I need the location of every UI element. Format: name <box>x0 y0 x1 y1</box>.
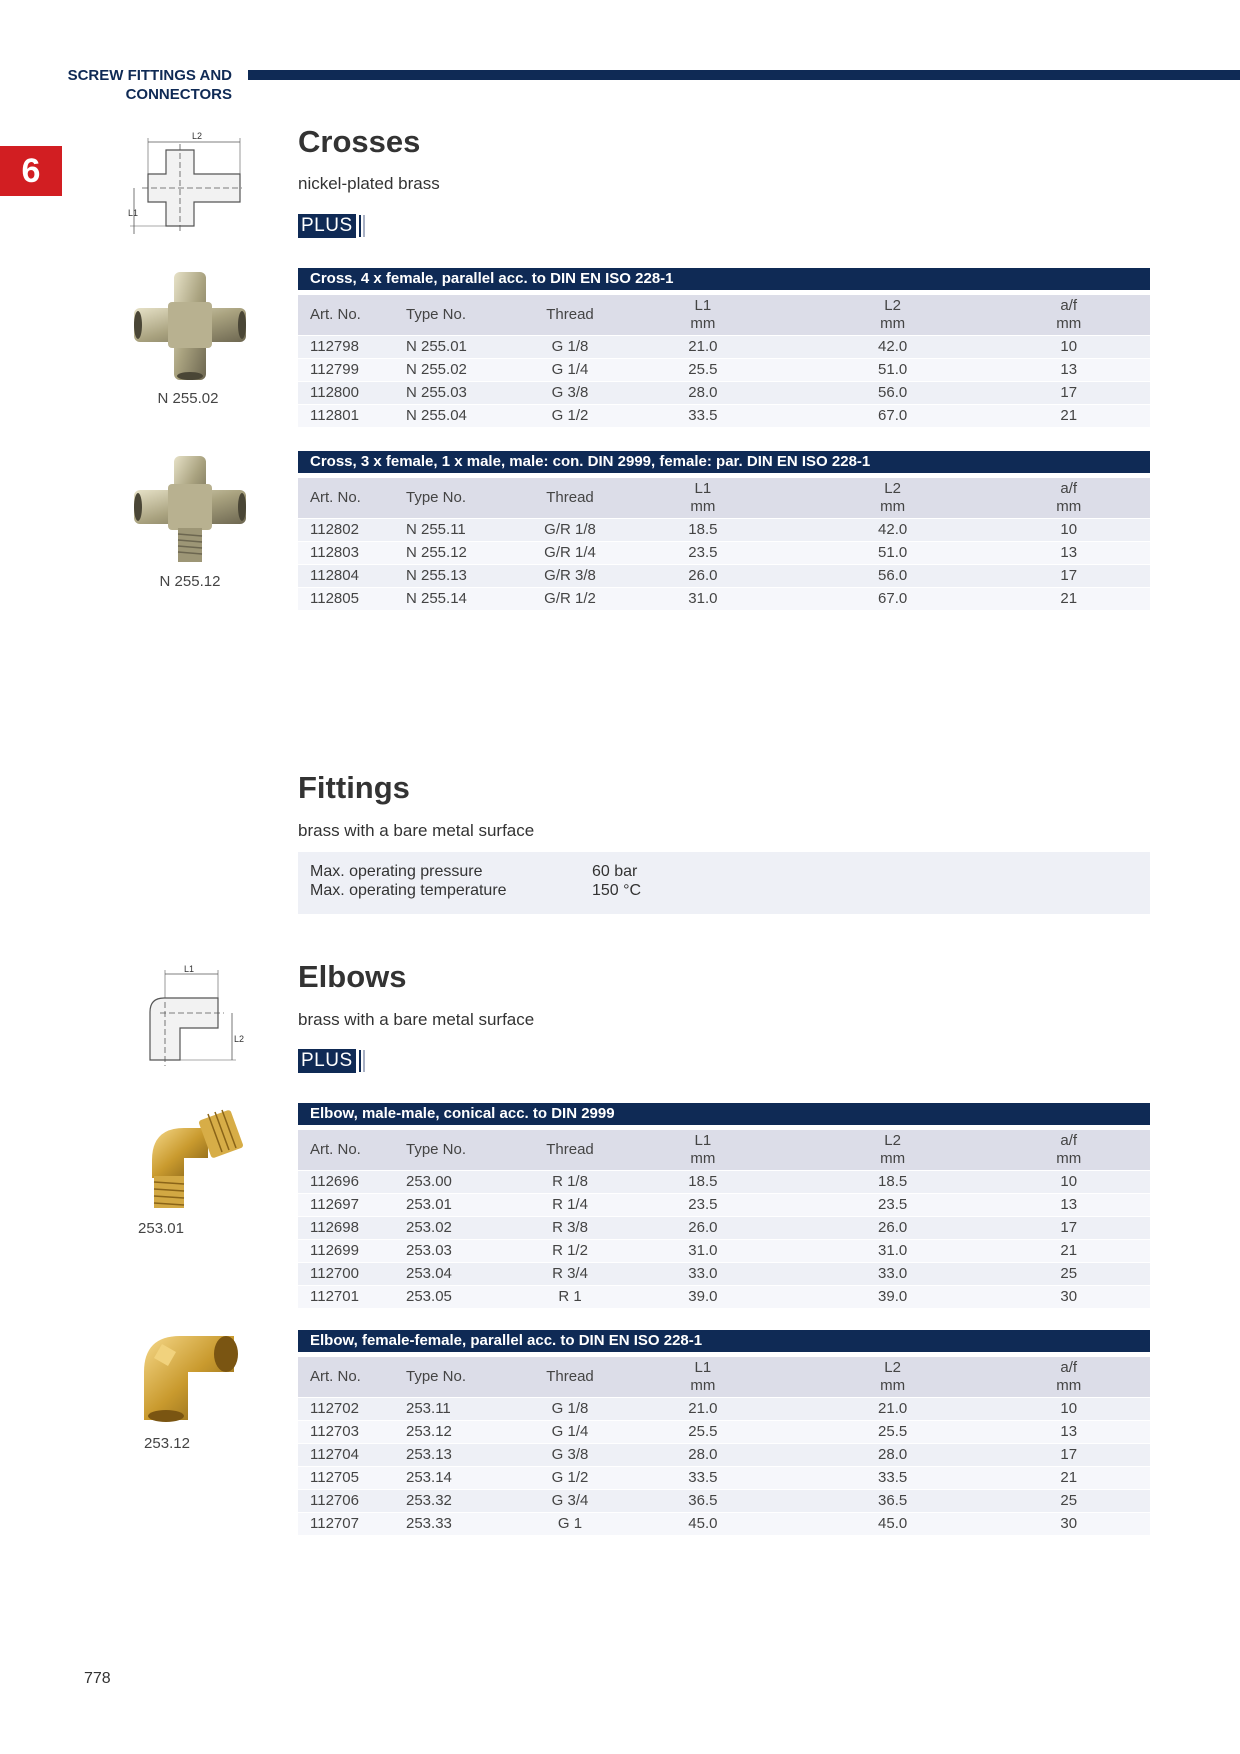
col-l2: L2 mm <box>798 1357 988 1398</box>
cell-thread: R 3/8 <box>532 1217 608 1240</box>
cell-l2: 51.0 <box>798 359 988 382</box>
cell-thread: G/R 1/4 <box>532 542 608 565</box>
table-row <box>298 1171 1150 1194</box>
cell-art-no: 112700 <box>298 1263 406 1286</box>
cell-af: 30 <box>988 1286 1150 1309</box>
cell-type-no: 253.12 <box>406 1421 532 1444</box>
cell-l2: 67.0 <box>798 405 988 428</box>
col-thread: Thread <box>532 1357 608 1398</box>
cell-af: 10 <box>988 336 1150 359</box>
table-row <box>298 1444 1150 1467</box>
info-pressure-label: Max. operating pressure <box>310 863 483 880</box>
cell-l2: 56.0 <box>798 565 988 588</box>
cell-l1: 28.0 <box>608 1444 798 1467</box>
category-line-2: CONNECTORS <box>125 86 232 103</box>
table-header-row <box>298 478 1150 519</box>
cell-art-no: 112697 <box>298 1194 406 1217</box>
cell-type-no: 253.03 <box>406 1240 532 1263</box>
cell-af: 17 <box>988 1217 1150 1240</box>
fittings-subtitle: brass with a bare metal surface <box>298 821 535 840</box>
table-grid <box>298 295 1150 427</box>
crosses-title: Crosses <box>298 124 421 159</box>
cell-type-no: 253.00 <box>406 1171 532 1194</box>
cell-art-no: 112706 <box>298 1490 406 1513</box>
table-header-row <box>298 1357 1150 1398</box>
elbows-plus-badge <box>298 1049 367 1073</box>
cell-l2: 42.0 <box>798 519 988 542</box>
elbows-title: Elbows <box>298 959 407 994</box>
cell-thread: R 1/8 <box>532 1171 608 1194</box>
photo-caption-4: 253.12 <box>144 1435 190 1452</box>
cell-l1: 33.5 <box>608 1467 798 1490</box>
cell-af: 13 <box>988 359 1150 382</box>
cell-art-no: 112707 <box>298 1513 406 1536</box>
cell-art-no: 112705 <box>298 1467 406 1490</box>
cell-type-no: 253.02 <box>406 1217 532 1240</box>
cell-l2: 18.5 <box>798 1171 988 1194</box>
table-row <box>298 1240 1150 1263</box>
table-row <box>298 405 1150 428</box>
table-header-row <box>298 1130 1150 1171</box>
cell-art-no: 112696 <box>298 1171 406 1194</box>
table-header-row <box>298 295 1150 336</box>
col-type-no: Type No. <box>406 1357 532 1398</box>
cell-type-no: 253.11 <box>406 1398 532 1421</box>
col-art-no: Art. No. <box>298 295 406 336</box>
cell-art-no: 112803 <box>298 542 406 565</box>
product-table-elbow-male <box>298 1103 1150 1308</box>
photo-caption-3: 253.01 <box>138 1220 184 1237</box>
elbows-heading <box>298 959 407 995</box>
elbow-photo-female <box>140 1324 250 1424</box>
cell-type-no: N 255.11 <box>406 519 532 542</box>
cell-l1: 25.5 <box>608 1421 798 1444</box>
cell-l1: 31.0 <box>608 1240 798 1263</box>
elbows-subtitle: brass with a bare metal surface <box>298 1010 535 1029</box>
col-l1: L1 mm <box>608 1357 798 1398</box>
cell-af: 13 <box>988 542 1150 565</box>
cell-l2: 39.0 <box>798 1286 988 1309</box>
chapter-tab: 6 <box>0 146 62 196</box>
cell-af: 25 <box>988 1263 1150 1286</box>
cell-l2: 42.0 <box>798 336 988 359</box>
plus-badge-label: PLUS <box>298 1049 356 1073</box>
table-grid <box>298 1357 1150 1535</box>
category-line-1: SCREW FITTINGS AND <box>67 67 232 84</box>
drawing-label-l1: L1 <box>128 208 139 218</box>
cell-l1: 33.0 <box>608 1263 798 1286</box>
cell-type-no: N 255.02 <box>406 359 532 382</box>
product-table-elbow-female <box>298 1330 1150 1535</box>
col-af: a/f mm <box>988 1357 1150 1398</box>
cell-l1: 18.5 <box>608 519 798 542</box>
cell-l2: 36.5 <box>798 1490 988 1513</box>
cell-art-no: 112798 <box>298 336 406 359</box>
cell-type-no: 253.32 <box>406 1490 532 1513</box>
cell-af: 30 <box>988 1513 1150 1536</box>
cell-thread: G 1/2 <box>532 405 608 428</box>
table-row <box>298 1194 1150 1217</box>
cell-l2: 45.0 <box>798 1513 988 1536</box>
table-title: Cross, 3 x female, 1 x male, male: con. DIN 2999, female: par. DIN EN ISO 228-1 <box>298 451 1150 473</box>
photo-caption-2: N 255.12 <box>159 573 221 590</box>
plus-badge-label: PLUS <box>298 214 356 238</box>
cell-af: 17 <box>988 1444 1150 1467</box>
cell-thread: G/R 3/8 <box>532 565 608 588</box>
cell-af: 21 <box>988 1467 1150 1490</box>
table-row <box>298 565 1150 588</box>
cell-l2: 23.5 <box>798 1194 988 1217</box>
col-l2: L2 mm <box>798 1130 988 1171</box>
cell-thread: R 1 <box>532 1286 608 1309</box>
col-art-no: Art. No. <box>298 1357 406 1398</box>
cell-l1: 23.5 <box>608 542 798 565</box>
cell-l2: 21.0 <box>798 1398 988 1421</box>
table-title: Elbow, male-male, conical acc. to DIN 2999 <box>298 1103 1150 1125</box>
cell-af: 17 <box>988 382 1150 405</box>
table-row <box>298 1398 1150 1421</box>
table-row <box>298 1490 1150 1513</box>
elbow-photo-male <box>138 1100 248 1212</box>
cell-art-no: 112804 <box>298 565 406 588</box>
table-title: Elbow, female-female, parallel acc. to DIN EN ISO 228-1 <box>298 1330 1150 1352</box>
table-row <box>298 382 1150 405</box>
category-heading <box>40 66 232 104</box>
col-thread: Thread <box>532 295 608 336</box>
cell-af: 25 <box>988 1490 1150 1513</box>
crosses-heading <box>298 124 420 160</box>
cell-af: 10 <box>988 1398 1150 1421</box>
cell-art-no: 112801 <box>298 405 406 428</box>
cell-type-no: 253.04 <box>406 1263 532 1286</box>
cell-art-no: 112698 <box>298 1217 406 1240</box>
cell-thread: G 1/4 <box>532 359 608 382</box>
cell-thread: G 3/4 <box>532 1490 608 1513</box>
cell-thread: G/R 1/2 <box>532 588 608 611</box>
cell-l1: 26.0 <box>608 565 798 588</box>
cell-thread: G 1 <box>532 1513 608 1536</box>
table-row <box>298 336 1150 359</box>
cell-l2: 33.0 <box>798 1263 988 1286</box>
cell-l2: 31.0 <box>798 1240 988 1263</box>
crosses-subtitle: nickel-plated brass <box>298 174 440 193</box>
cell-l1: 23.5 <box>608 1194 798 1217</box>
col-l1: L1 mm <box>608 478 798 519</box>
col-af: a/f mm <box>988 1130 1150 1171</box>
col-art-no: Art. No. <box>298 1130 406 1171</box>
product-table-cross-male <box>298 451 1150 610</box>
table-row <box>298 359 1150 382</box>
cell-art-no: 112800 <box>298 382 406 405</box>
table-row <box>298 1263 1150 1286</box>
cell-l1: 21.0 <box>608 336 798 359</box>
table-grid <box>298 478 1150 610</box>
cell-thread: G 1/8 <box>532 336 608 359</box>
cell-l1: 26.0 <box>608 1217 798 1240</box>
cell-l2: 56.0 <box>798 382 988 405</box>
cell-l2: 51.0 <box>798 542 988 565</box>
cell-thread: G/R 1/8 <box>532 519 608 542</box>
cross-drawing <box>124 130 244 242</box>
cell-thread: G 1/4 <box>532 1421 608 1444</box>
cell-l2: 33.5 <box>798 1467 988 1490</box>
table-row <box>298 1513 1150 1536</box>
cell-art-no: 112799 <box>298 359 406 382</box>
elbow-drawing <box>140 962 250 1070</box>
cell-type-no: 253.13 <box>406 1444 532 1467</box>
table-row <box>298 588 1150 611</box>
cell-l1: 36.5 <box>608 1490 798 1513</box>
table-title: Cross, 4 x female, parallel acc. to DIN EN ISO 228-1 <box>298 268 1150 290</box>
col-l1: L1 mm <box>608 1130 798 1171</box>
table-row <box>298 1467 1150 1490</box>
table-row <box>298 1217 1150 1240</box>
cell-thread: R 1/2 <box>532 1240 608 1263</box>
cross-photo-female <box>130 270 250 382</box>
cell-type-no: N 255.01 <box>406 336 532 359</box>
col-l2: L2 mm <box>798 295 988 336</box>
cell-thread: R 3/4 <box>532 1263 608 1286</box>
cell-type-no: N 255.04 <box>406 405 532 428</box>
cell-af: 17 <box>988 565 1150 588</box>
fittings-title: Fittings <box>298 770 410 805</box>
cell-type-no: 253.05 <box>406 1286 532 1309</box>
cell-af: 13 <box>988 1421 1150 1444</box>
cell-type-no: N 255.03 <box>406 382 532 405</box>
table-row <box>298 542 1150 565</box>
cell-type-no: N 255.14 <box>406 588 532 611</box>
col-l1: L1 mm <box>608 295 798 336</box>
cell-art-no: 112802 <box>298 519 406 542</box>
col-thread: Thread <box>532 478 608 519</box>
photo-caption-1: N 255.02 <box>157 390 219 407</box>
page-number: 778 <box>84 1670 111 1687</box>
cell-thread: G 1/2 <box>532 1467 608 1490</box>
col-art-no: Art. No. <box>298 478 406 519</box>
table-grid <box>298 1130 1150 1308</box>
cell-art-no: 112805 <box>298 588 406 611</box>
drawing-label-l1: L1 <box>184 964 195 974</box>
cell-l1: 25.5 <box>608 359 798 382</box>
cell-thread: G 3/8 <box>532 382 608 405</box>
table-row <box>298 1286 1150 1309</box>
crosses-plus-badge <box>298 214 367 238</box>
cell-type-no: N 255.12 <box>406 542 532 565</box>
cell-l2: 28.0 <box>798 1444 988 1467</box>
operating-limits-box <box>298 852 1150 914</box>
cell-af: 10 <box>988 519 1150 542</box>
cell-l1: 21.0 <box>608 1398 798 1421</box>
cell-l1: 31.0 <box>608 588 798 611</box>
col-type-no: Type No. <box>406 1130 532 1171</box>
col-l2: L2 mm <box>798 478 988 519</box>
cell-l1: 18.5 <box>608 1171 798 1194</box>
col-af: a/f mm <box>988 295 1150 336</box>
table-row <box>298 519 1150 542</box>
info-temperature-label: Max. operating temperature <box>310 882 507 899</box>
cell-type-no: 253.01 <box>406 1194 532 1217</box>
cell-l1: 45.0 <box>608 1513 798 1536</box>
cell-art-no: 112702 <box>298 1398 406 1421</box>
cell-l2: 67.0 <box>798 588 988 611</box>
cell-art-no: 112699 <box>298 1240 406 1263</box>
cell-art-no: 112703 <box>298 1421 406 1444</box>
cell-af: 10 <box>988 1171 1150 1194</box>
cell-type-no: 253.14 <box>406 1467 532 1490</box>
cell-l1: 39.0 <box>608 1286 798 1309</box>
cell-type-no: 253.33 <box>406 1513 532 1536</box>
drawing-label-l2: L2 <box>192 131 203 141</box>
col-af: a/f mm <box>988 478 1150 519</box>
cell-l1: 28.0 <box>608 382 798 405</box>
cell-thread: G 3/8 <box>532 1444 608 1467</box>
info-temperature-value: 150 °C <box>592 882 642 899</box>
plus-badge-bars <box>359 1050 367 1072</box>
col-thread: Thread <box>532 1130 608 1171</box>
cell-l1: 33.5 <box>608 405 798 428</box>
col-type-no: Type No. <box>406 478 532 519</box>
cell-af: 13 <box>988 1194 1150 1217</box>
cross-photo-male <box>130 454 250 566</box>
info-pressure-value: 60 bar <box>592 863 638 880</box>
cell-af: 21 <box>988 1240 1150 1263</box>
cell-thread: R 1/4 <box>532 1194 608 1217</box>
drawing-label-l2: L2 <box>234 1034 245 1044</box>
col-type-no: Type No. <box>406 295 532 336</box>
fittings-heading <box>298 770 410 806</box>
cell-type-no: N 255.13 <box>406 565 532 588</box>
header-rule <box>248 70 1240 80</box>
plus-badge-bars <box>359 215 367 237</box>
table-row <box>298 1421 1150 1444</box>
cell-af: 21 <box>988 588 1150 611</box>
cell-thread: G 1/8 <box>532 1398 608 1421</box>
cell-l2: 25.5 <box>798 1421 988 1444</box>
cell-l2: 26.0 <box>798 1217 988 1240</box>
product-table-cross-female <box>298 268 1150 427</box>
cell-art-no: 112704 <box>298 1444 406 1467</box>
cell-art-no: 112701 <box>298 1286 406 1309</box>
cell-af: 21 <box>988 405 1150 428</box>
